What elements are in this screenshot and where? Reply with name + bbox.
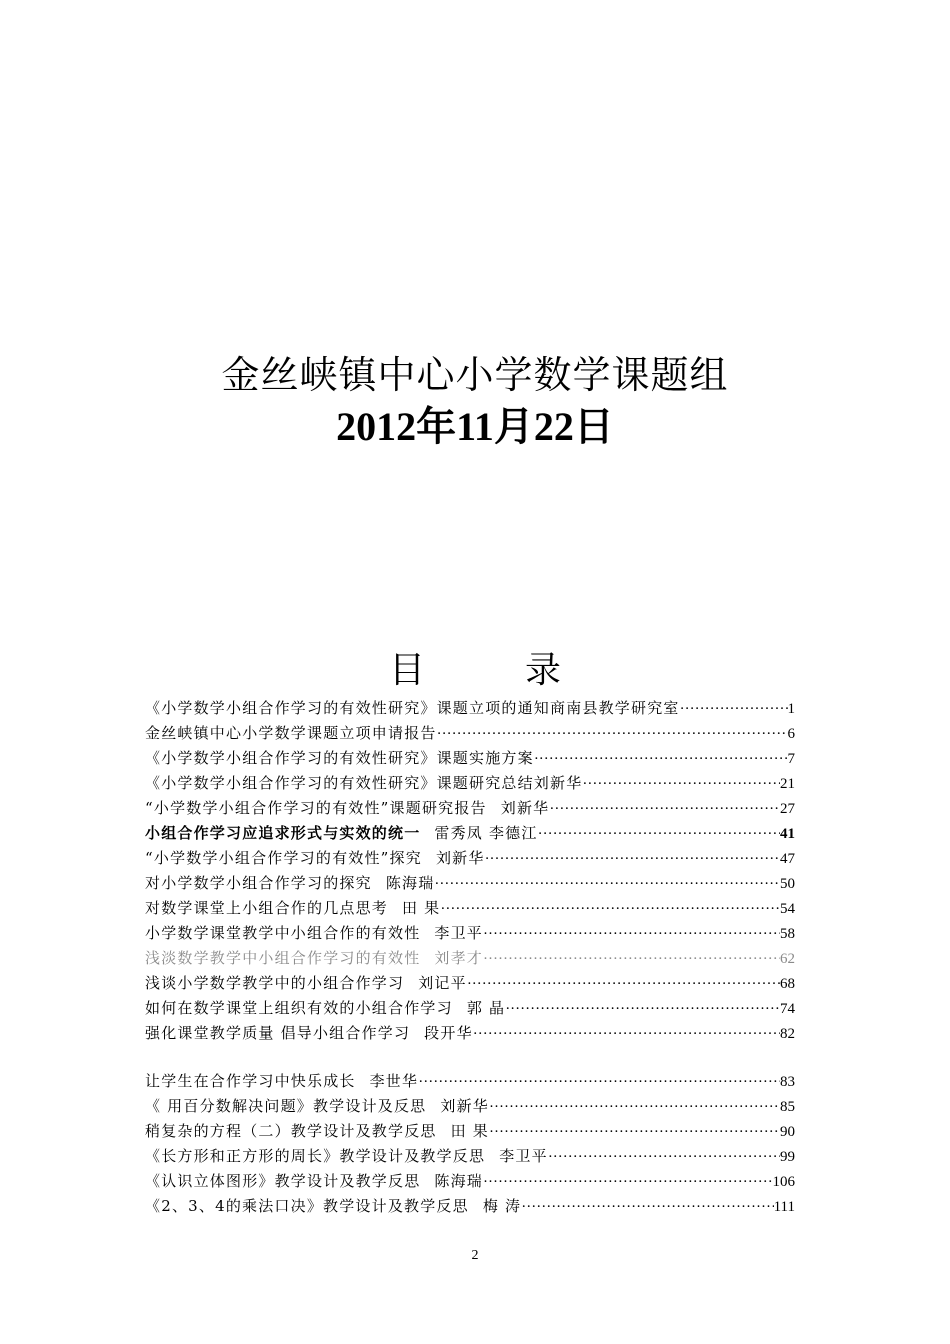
toc-item-title: 让学生在合作学习中快乐成长 [145,1072,356,1090]
toc-item[interactable] [145,846,795,871]
toc-item-page: 99 [780,1149,795,1165]
toc-item[interactable] [145,821,795,846]
table-of-contents [145,696,795,1219]
toc-item[interactable] [145,771,795,796]
toc-item[interactable] [145,946,795,971]
page-number: 2 [471,1248,479,1263]
toc-item-title: 浅淡数学教学中小组合作学习的有效性 [145,949,421,967]
toc-item-leader [538,822,780,847]
toc-item-author: 刘新华 [435,849,485,867]
toc-item-page: 21 [780,776,795,792]
toc-item-author: 梅 涛 [482,1197,522,1215]
toc-item[interactable] [145,921,795,946]
toc-item-author: 刘记平 [418,974,467,992]
toc-item-author: 田 果 [450,1122,489,1140]
toc-item[interactable] [145,871,795,896]
toc-item-title: 《小学数学小组合作学习的有效性研究》课题实施方案 [145,749,534,767]
toc-item[interactable] [145,1094,795,1119]
toc-item-title: 《认识立体图形》教学设计及教学反思 [145,1172,421,1190]
toc-item-leader [582,772,780,797]
toc-item-author: 李世华 [369,1072,419,1090]
toc-item-leader [485,847,780,872]
toc-item-page: 54 [780,901,795,917]
toc-item-title: 《小学数学小组合作学习的有效性研究》课题研究总结刘新华 [145,774,583,792]
toc-item-leader [548,1145,780,1170]
toc-item-leader [483,1170,772,1195]
toc-item-page: 1 [787,701,795,717]
toc-item-leader [505,997,780,1022]
toc-item-author: 李卫平 [499,1147,548,1165]
toc-item-title: 如何在数学课堂上组织有效的小组合作学习 [145,999,453,1017]
toc-heading [0,646,950,696]
toc-item-leader [437,722,788,747]
toc-item-page: 111 [773,1199,795,1215]
toc-heading-left: 目 [388,650,425,691]
toc-item-title: “小学数学小组合作学习的有效性”探究 [145,849,422,867]
toc-item[interactable] [145,1069,795,1094]
toc-item-leader [467,972,780,997]
toc-item-author: 刘孝才 [434,949,484,967]
toc-item[interactable] [145,1144,795,1169]
toc-item-page: 27 [780,801,795,817]
toc-item[interactable] [145,1169,795,1194]
toc-item-title: 小组合作学习应追求形式与实效的统一 [145,824,421,842]
toc-item-leader [521,1195,773,1220]
toc-item-leader [489,1095,780,1120]
toc-item[interactable] [145,696,795,721]
toc-item-page: 106 [772,1174,795,1190]
toc-item-title: 对小学数学小组合作学习的探究 [145,874,372,892]
toc-item-leader [534,747,788,772]
toc-item-title: 对数学课堂上小组合作的几点思考 [145,899,389,917]
toc-spacer [145,1046,795,1069]
toc-item-leader [483,947,780,972]
toc-heading-right: 录 [525,650,562,691]
title-organization: 金丝峡镇中心小学数学课题组 [221,353,729,397]
toc-item-title: 金丝峡镇中心小学数学课题立项申请报告 [145,724,437,742]
toc-item-leader [440,897,780,922]
toc-item-page: 47 [780,851,795,867]
toc-item-author: 段开华 [424,1024,473,1042]
toc-item-author: 刘新华 [500,799,550,817]
toc-item-author: 雷秀凤 李德江 [434,824,538,842]
toc-item-author: 田 果 [402,899,441,917]
toc-item-title: 《 用百分数解决问题》教学设计及反思 [145,1097,427,1115]
toc-item-page: 83 [780,1074,795,1090]
toc-item[interactable] [145,1119,795,1144]
toc-item[interactable] [145,1194,795,1219]
toc-item[interactable] [145,1021,795,1046]
toc-item[interactable] [145,896,795,921]
toc-item-page: 58 [780,926,795,942]
toc-item-author: 刘新华 [440,1097,489,1115]
toc-item-page: 50 [780,876,795,892]
toc-item[interactable] [145,721,795,746]
toc-item-page: 41 [780,826,795,842]
toc-item-page: 62 [780,951,795,967]
toc-item-page: 6 [787,726,795,742]
toc-item[interactable] [145,996,795,1021]
toc-item-leader [418,1070,780,1095]
toc-item-title: 浅谈小学数学教学中的小组合作学习 [145,974,405,992]
toc-item-author: 陈海瑞 [434,1172,484,1190]
toc-item-author: 陈海瑞 [385,874,435,892]
toc-item-title: 《2、3、4的乘法口决》教学设计及教学反思 [145,1197,469,1215]
document-title [0,350,950,452]
toc-item-title: 《长方形和正方形的周长》教学设计及教学反思 [145,1147,486,1165]
toc-item-leader [489,1120,780,1145]
toc-item-leader [434,872,780,897]
toc-item-leader [549,797,780,822]
toc-item-page: 90 [780,1124,795,1140]
toc-item-page: 68 [780,976,795,992]
toc-item-author: 李卫平 [434,924,484,942]
toc-item-leader [473,1022,780,1047]
toc-item-title: 稍复杂的方程（二）教学设计及教学反思 [145,1122,437,1140]
toc-item-page: 74 [780,1001,795,1017]
toc-item-page: 82 [780,1026,795,1042]
toc-item[interactable] [145,746,795,771]
toc-item-page: 7 [787,751,795,767]
toc-item-page: 85 [780,1099,795,1115]
toc-item-title: 《小学数学小组合作学习的有效性研究》课题立项的通知商南县教学研究室 [145,699,680,717]
toc-item-author: 郭 晶 [466,999,506,1017]
title-date: 2012年11月22日 [336,404,614,449]
toc-item-leader [680,697,788,722]
toc-item-title: 小学数学课堂教学中小组合作的有效性 [145,924,421,942]
toc-item-title: “小学数学小组合作学习的有效性”课题研究报告 [145,799,487,817]
toc-item[interactable] [145,971,795,996]
toc-item[interactable] [145,796,795,821]
toc-item-leader [483,922,780,947]
toc-item-title: 强化课堂教学质量 倡导小组合作学习 [145,1024,411,1042]
